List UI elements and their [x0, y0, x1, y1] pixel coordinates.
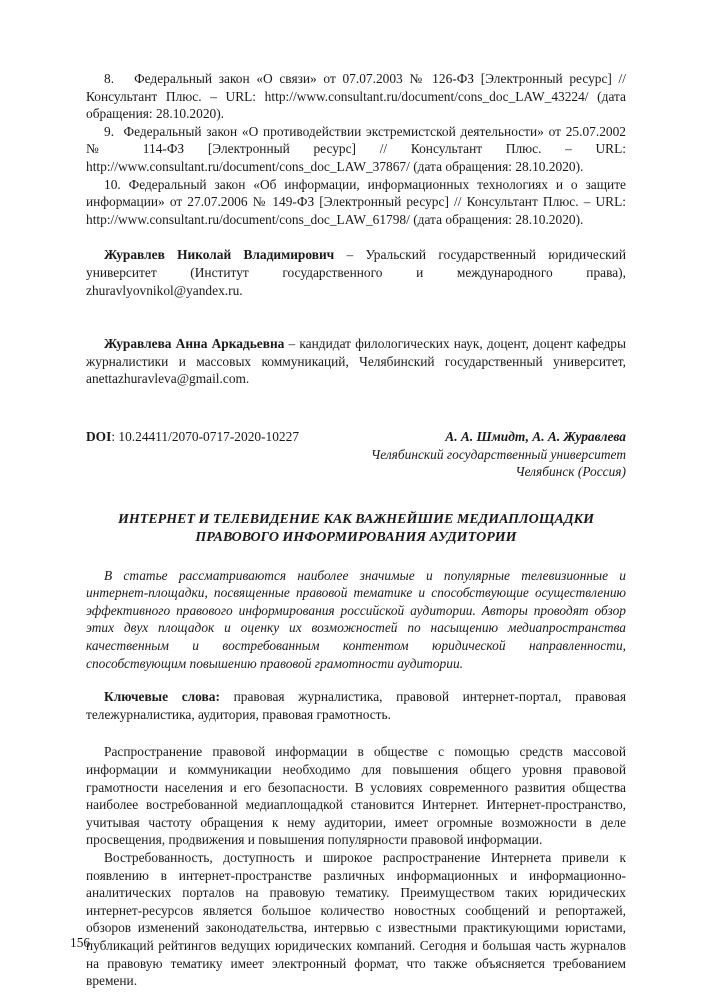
location: Челябинск (Россия): [515, 464, 626, 480]
keywords-list: правовая журналистика, правовой интернет-портал, правовая тележурналистика, аудитория, правовая грамотность.: [86, 689, 626, 722]
doi-label: DOI: [86, 428, 112, 444]
doi-byline-row: [86, 428, 626, 446]
author-name: Журавлева Анна Аркадьевна: [104, 336, 285, 352]
reference-list: [86, 70, 626, 228]
article-title: ИНТЕРНЕТ И ТЕЛЕВИДЕНИЕ КАК ВАЖНЕЙШИЕ МЕДИАПЛОЩАДКИ ПРАВОВОГО ИНФОРМИРОВАНИЯ АУДИТОРИИ: [118, 511, 594, 545]
article-body: [86, 743, 626, 989]
doi-value: : 10.24411/2070-0717-2020-10227: [111, 428, 300, 444]
reference-item: 9. Федеральный закон «О противодействии экстремистской деятельности» от 25.07.2002 № 114-ФЗ [Электронный ресурс] // Консультант Плюс. – URL: http://www.consultant.ru/document/cons_doc_LAW_37867/ (дата обращения: 28.10.2020).: [86, 123, 626, 174]
author-info: [86, 246, 626, 299]
keywords: [86, 688, 626, 723]
keywords-label: Ключевые слова:: [104, 689, 220, 705]
page-content: [86, 70, 626, 990]
page-number: 156: [70, 935, 91, 950]
doi: [86, 428, 299, 446]
article-byline: А. А. Шмидт, А. А. Журавлева: [445, 428, 626, 444]
reference-item: 10. Федеральный закон «Об информации, информационных технологиях и о защите информации» от 27.07.2006 № 149-ФЗ [Электронный ресурс] // Консультант Плюс. – URL: http://www.consultant.ru/document/cons_doc_LAW_61798/ (дата обращения: 28.10.2020).: [86, 176, 626, 227]
author-info: [86, 335, 626, 388]
author-name: Журавлев Николай Владимирович: [104, 247, 335, 263]
body-paragraph: Распространение правовой информации в обществе с помощью средств массовой информации и коммуникации необходимо для повышения общего уровня правовой грамотности населения и его безопасности. В условиях современного развития общества наиболее востребованной медиаплощадкой становится Интернет. Интернет-пространство, учитывая частоту обращения к нему аудитории, имеет огромные возможности в деле просвещения, продвижения и повышения популярности правовой информации.: [86, 744, 626, 848]
author-details: – кандидат филологических наук, доцент, доцент кафедры журналистики и массовых коммуникаций, Челябинский государственный университет, anettazhuravleva@gmail.com.: [86, 336, 626, 387]
body-paragraph: Востребованность, доступность и широкое распространение Интернета привели к появлению в интернет-пространстве различных информационных и информационно-аналитических порталов на правовую тематику. Преимуществом таких юридических интернет-ресурсов является большое количество новостных сообщений и репортажей, обзоров изменений законодательства, интервью с известными практикующими юристами, публикаций рейтингов ведущих юридических компаний. Сегодня и большая часть журналов на правовую тематику имеет электронный формат, что также объясняется требованием времени.: [86, 850, 626, 989]
reference-item: 8. Федеральный закон «О связи» от 07.07.2003 № 126-ФЗ [Электронный ресурс] // Консультант Плюс. – URL: http://www.consultant.ru/document/cons_doc_LAW_43224/ (дата обращения: 28.10.2020).: [86, 71, 626, 122]
affiliation: Челябинский государственный университет: [370, 446, 626, 462]
abstract: В статье рассматриваются наиболее значимые и популярные телевизионные и интернет-площадки, посвященные правовой тематике и способствующие осуществлению эффективного правового информирования российской аудитории. Авторы проводят обзор этих двух площадок и оценку их возможностей по насыщению медиапространства качественным и востребованным контентом юридической направленности, способствующим повышению правовой грамотности аудитории.: [86, 567, 626, 671]
author-details: – Уральский государственный юридический университет (Институт государственного и международного права), zhuravlyovnikol@yandex.ru.: [86, 247, 626, 298]
